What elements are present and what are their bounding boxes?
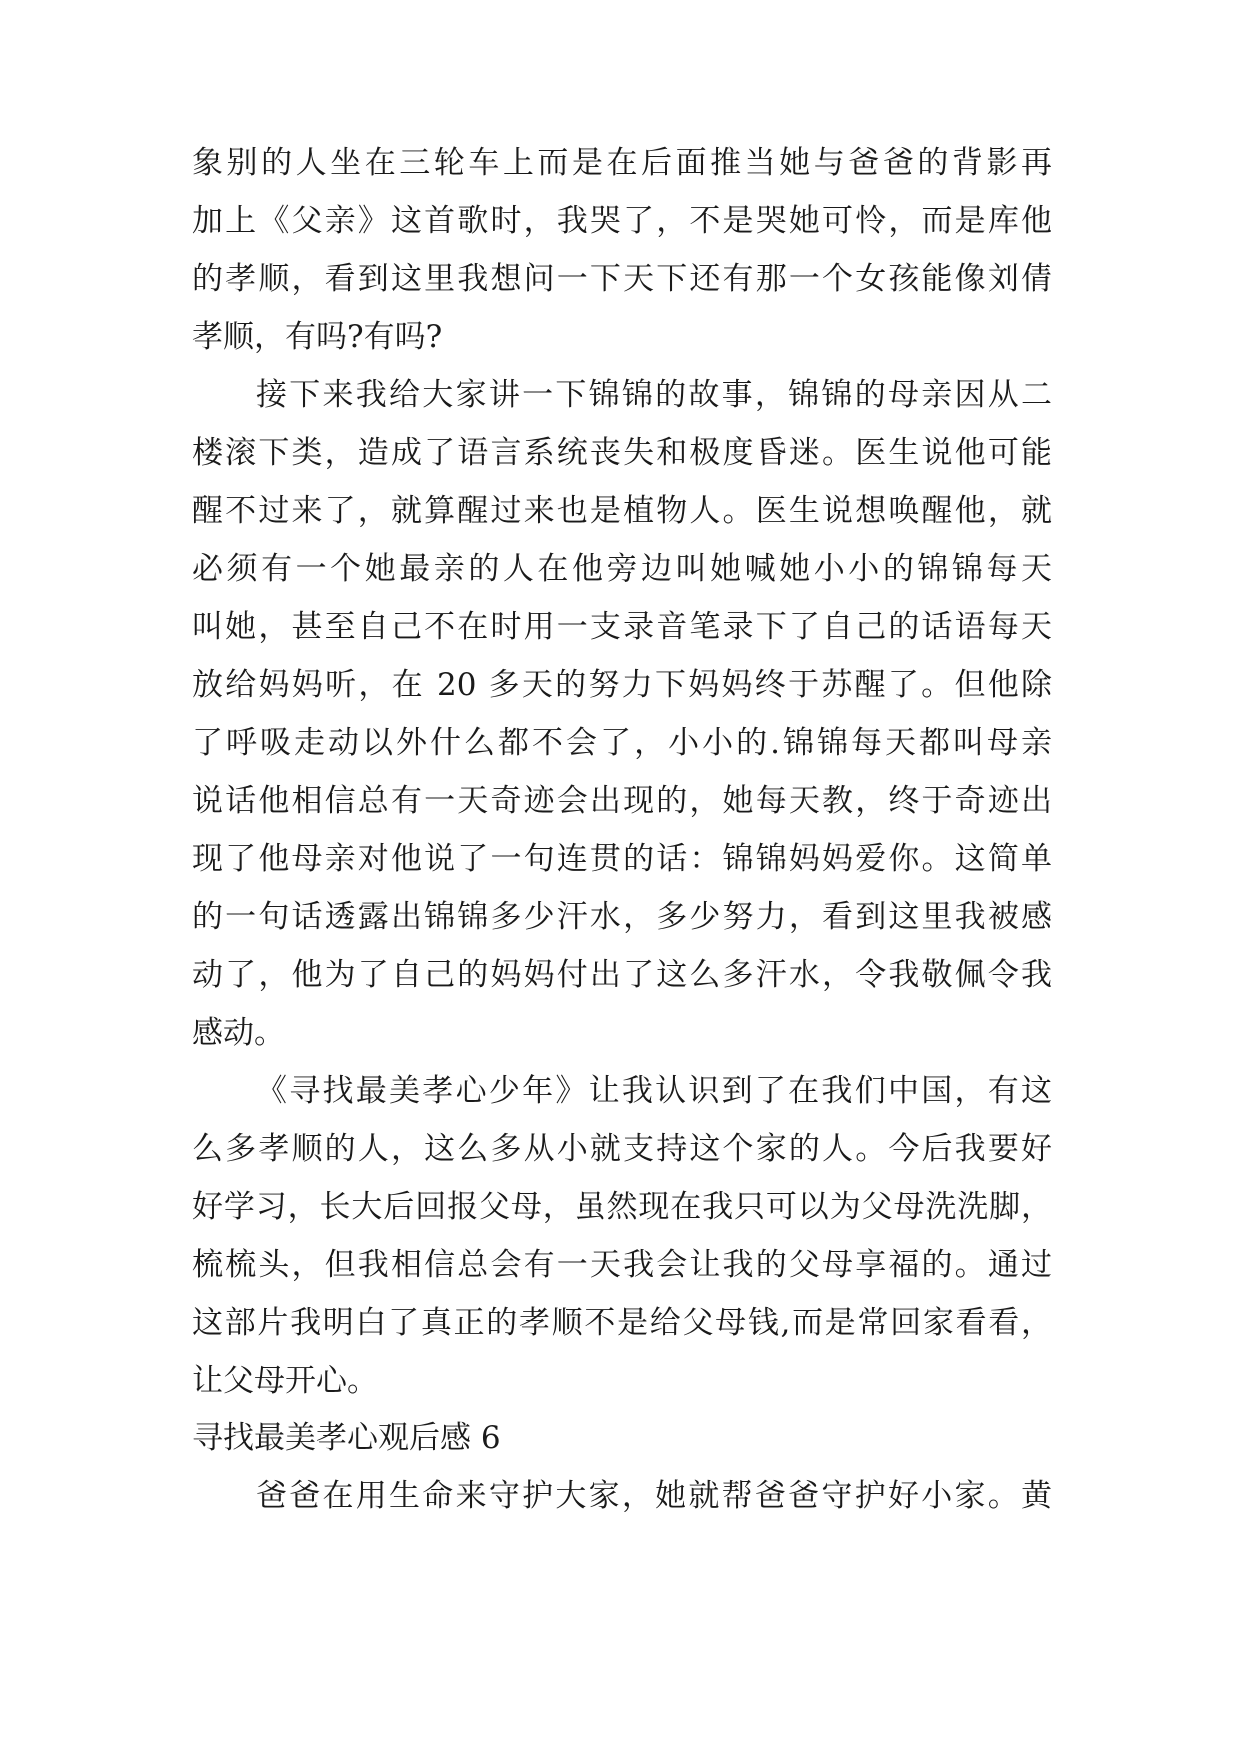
text-line: 醒不过来了，就算醒过来也是植物人。医生说想唤醒他，就 <box>192 493 1052 529</box>
text-line: 的一句话透露出锦锦多少汗水，多少努力，看到这里我被感 <box>192 899 1052 935</box>
text-line: 梳梳头，但我相信总会有一天我会让我的父母享福的。通过 <box>192 1247 1052 1283</box>
text-line: 的孝顺，看到这里我想问一下天下还有那一个女孩能像刘倩 <box>192 261 1052 297</box>
text-line: 说话他相信总有一天奇迹会出现的，她每天教，终于奇迹出 <box>192 783 1052 819</box>
text-line: 感动。 <box>192 1015 285 1051</box>
text-line: 动了，他为了自己的妈妈付出了这么多汗水，令我敬佩令我 <box>192 957 1052 993</box>
text-line: 现了他母亲对他说了一句连贯的话：锦锦妈妈爱你。这简单 <box>192 841 1052 877</box>
text-line: 象别的人坐在三轮车上而是在后面推当她与爸爸的背影再 <box>192 145 1052 181</box>
section-heading: 寻找最美孝心观后感 6 <box>192 1420 501 1456</box>
text-line: 接下来我给大家讲一下锦锦的故事，锦锦的母亲因从二 <box>256 377 1052 413</box>
text-line: 放给妈妈听，在 20 多天的努力下妈妈终于苏醒了。但他除 <box>192 667 1052 703</box>
text-line: 楼滚下类，造成了语言系统丧失和极度昏迷。医生说他可能 <box>192 435 1052 471</box>
text-line: 爸爸在用生命来守护大家，她就帮爸爸守护好小家。黄 <box>256 1478 1052 1514</box>
text-line: 加上《父亲》这首歌时，我哭了，不是哭她可怜，而是库他 <box>192 203 1052 239</box>
text-line: 必须有一个她最亲的人在他旁边叫她喊她小小的锦锦每天 <box>192 551 1052 587</box>
text-line: 这部片我明白了真正的孝顺不是给父母钱,而是常回家看看， <box>192 1305 1052 1341</box>
text-line: 叫她，甚至自己不在时用一支录音笔录下了自己的话语每天 <box>192 609 1052 645</box>
text-line: 了呼吸走动以外什么都不会了，小小的.锦锦每天都叫母亲 <box>192 725 1052 761</box>
text-line: 么多孝顺的人，这么多从小就支持这个家的人。今后我要好 <box>192 1131 1052 1167</box>
text-line: 让父母开心。 <box>192 1363 378 1399</box>
text-line: 孝顺，有吗?有吗? <box>192 319 443 355</box>
text-line: 好学习，长大后回报父母，虽然现在我只可以为父母洗洗脚， <box>192 1189 1052 1225</box>
text-line: 《寻找最美孝心少年》让我认识到了在我们中国，有这 <box>256 1073 1052 1109</box>
